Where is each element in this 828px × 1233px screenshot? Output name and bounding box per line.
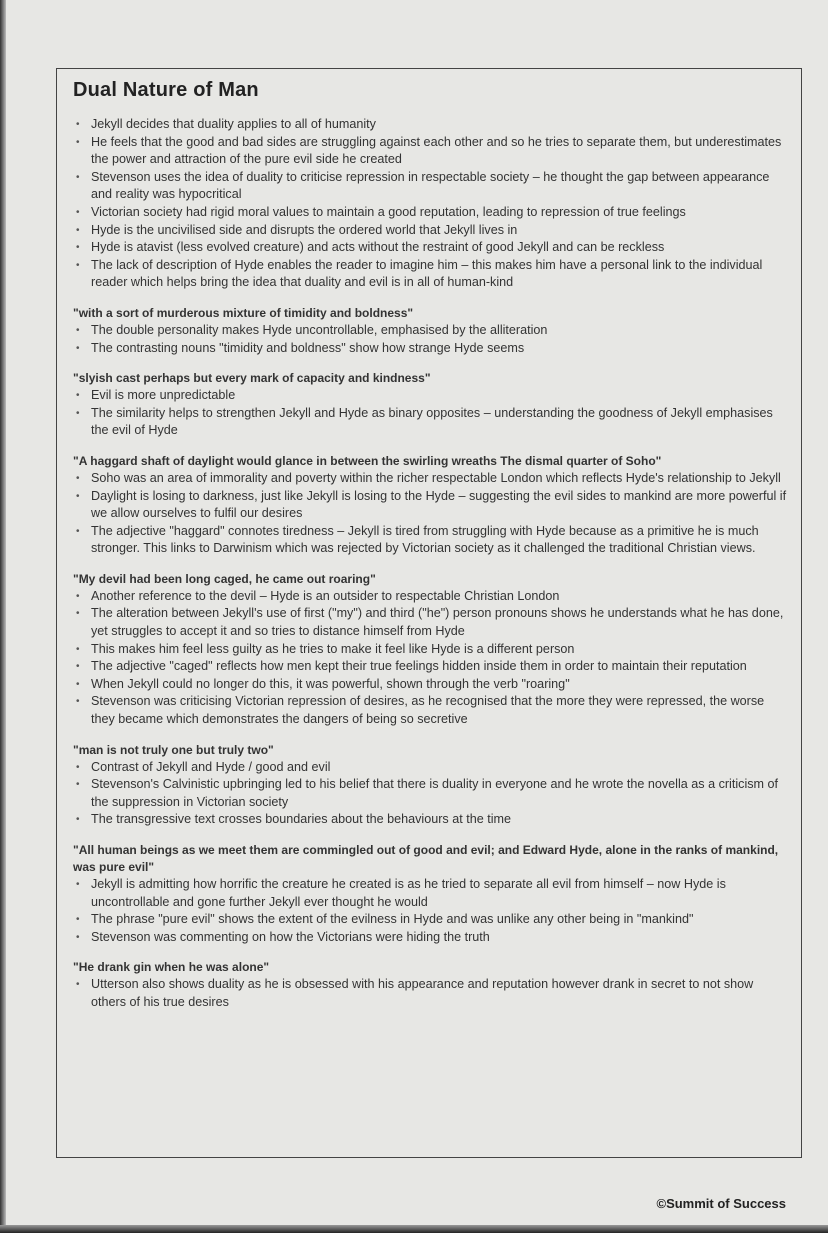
quote-heading: "He drank gin when he was alone" <box>73 960 270 975</box>
bullet-item: • The lack of description of Hyde enables the reader to imagine him – this makes him have a personal link to the individual reader which helps bring the idea that duality and evil is in all of human-kind <box>73 257 787 292</box>
section <box>73 742 787 829</box>
section <box>73 842 787 946</box>
page-bottom-edge <box>0 1225 828 1233</box>
bullet-item: • Hyde is the uncivilised side and disrupts the ordered world that Jekyll lives in <box>73 222 787 240</box>
section <box>73 116 787 292</box>
bullet-item: • Jekyll is admitting how horrific the creature he created is as he tried to separate all evil from himself – now Hyde is uncontrollable and gone further Jekyll ever thought he would <box>73 876 787 911</box>
quote-heading: "My devil had been long caged, he came out roaring" <box>73 571 376 586</box>
bullet-item: • The double personality makes Hyde uncontrollable, emphasised by the alliteration <box>73 322 787 340</box>
bullet-list <box>73 588 787 729</box>
section <box>73 305 787 357</box>
bullet-item: • The contrasting nouns "timidity and boldness" show how strange Hyde seems <box>73 340 787 358</box>
bullet-item: • Stevenson was commenting on how the Victorians were hiding the truth <box>73 929 787 947</box>
bullet-item: • The adjective "caged" reflects how men kept their true feelings hidden inside them in order to maintain their reputation <box>73 658 787 676</box>
bullet-list <box>73 322 787 357</box>
section <box>73 959 787 1011</box>
bullet-item: • Utterson also shows duality as he is obsessed with his appearance and reputation however drank in secret to not show others of his true desires <box>73 976 787 1011</box>
bullet-item: • Stevenson was criticising Victorian repression of desires, as he recognised that the more they were repressed, the worse they became which demonstrates the dangers of being so secretive <box>73 693 787 728</box>
quote-heading: "slyish cast perhaps but every mark of capacity and kindness" <box>73 371 431 386</box>
section <box>73 453 787 558</box>
bullet-list <box>73 876 787 946</box>
quote-heading: "All human beings as we meet them are commingled out of good and evil; and Edward Hyde, alone in the ranks of mankind, was pure evil" <box>73 843 779 874</box>
bullet-list <box>73 470 787 558</box>
copyright-footer: ©Summit of Success <box>656 1196 786 1211</box>
section <box>73 571 787 729</box>
bullet-item: • Another reference to the devil – Hyde is an outsider to respectable Christian London <box>73 588 787 606</box>
bullet-list <box>73 387 787 440</box>
bullet-item: • He feels that the good and bad sides are struggling against each other and so he tries to separate them, but underestimates the power and attraction of the pure evil side he created <box>73 134 787 169</box>
page-edge-shadow <box>0 0 6 1233</box>
bullet-item: • The alteration between Jekyll's use of first ("my") and third ("he") person pronouns shows he understands what he has done, yet struggles to accept it and so tries to distance himself from Hyde <box>73 605 787 640</box>
bullet-item: • The adjective "haggard" connotes tiredness – Jekyll is tired from struggling with Hyde because as a primitive he is much stronger. This links to Darwinism which was rejected by Victorian society as it challenged the traditional Christian views. <box>73 523 787 558</box>
bullet-item: • Jekyll decides that duality applies to all of humanity <box>73 116 787 134</box>
bullet-item: • Contrast of Jekyll and Hyde / good and evil <box>73 759 787 777</box>
page-title: Dual Nature of Man <box>73 79 259 101</box>
bullet-item: • Soho was an area of immorality and poverty within the richer respectable London which reflects Hyde's relationship to Jekyll <box>73 470 787 488</box>
bullet-list <box>73 759 787 829</box>
bullet-item: • Stevenson uses the idea of duality to criticise repression in respectable society – he thought the gap between appearance and reality was hypocritical <box>73 169 787 204</box>
section <box>73 370 787 440</box>
bullet-item: • When Jekyll could no longer do this, it was powerful, shown through the verb "roaring" <box>73 676 787 694</box>
bullet-item: • The phrase "pure evil" shows the extent of the evilness in Hyde and was unlike any other being in "mankind" <box>73 911 787 929</box>
bullet-item: • This makes him feel less guilty as he tries to make it feel like Hyde is a different person <box>73 641 787 659</box>
bullet-item: • The similarity helps to strengthen Jekyll and Hyde as binary opposites – understanding the goodness of Jekyll emphasises the evil of Hyde <box>73 405 787 440</box>
bullet-item: • The transgressive text crosses boundaries about the behaviours at the time <box>73 811 787 829</box>
bullet-item: • Victorian society had rigid moral values to maintain a good reputation, leading to repression of true feelings <box>73 204 787 222</box>
bullet-list <box>73 116 787 292</box>
bullet-item: • Evil is more unpredictable <box>73 387 787 405</box>
bullet-item: • Stevenson's Calvinistic upbringing led to his belief that there is duality in everyone and he wrote the novella as a criticism of the suppression in Victorian society <box>73 776 787 811</box>
bullet-item: • Daylight is losing to darkness, just like Jekyll is losing to the Hyde – suggesting the evil sides to mankind are more powerful if we allow ourselves to fulfil our desires <box>73 488 787 523</box>
quote-heading: "with a sort of murderous mixture of timidity and boldness" <box>73 305 414 320</box>
content-box <box>56 68 802 1158</box>
quote-heading: "A haggard shaft of daylight would glance in between the swirling wreaths The dismal quarter of Soho" <box>73 453 662 468</box>
bullet-list <box>73 976 787 1011</box>
sections-container <box>73 116 787 1012</box>
bullet-item: • Hyde is atavist (less evolved creature) and acts without the restraint of good Jekyll and can be reckless <box>73 239 787 257</box>
quote-heading: "man is not truly one but truly two" <box>73 742 274 757</box>
